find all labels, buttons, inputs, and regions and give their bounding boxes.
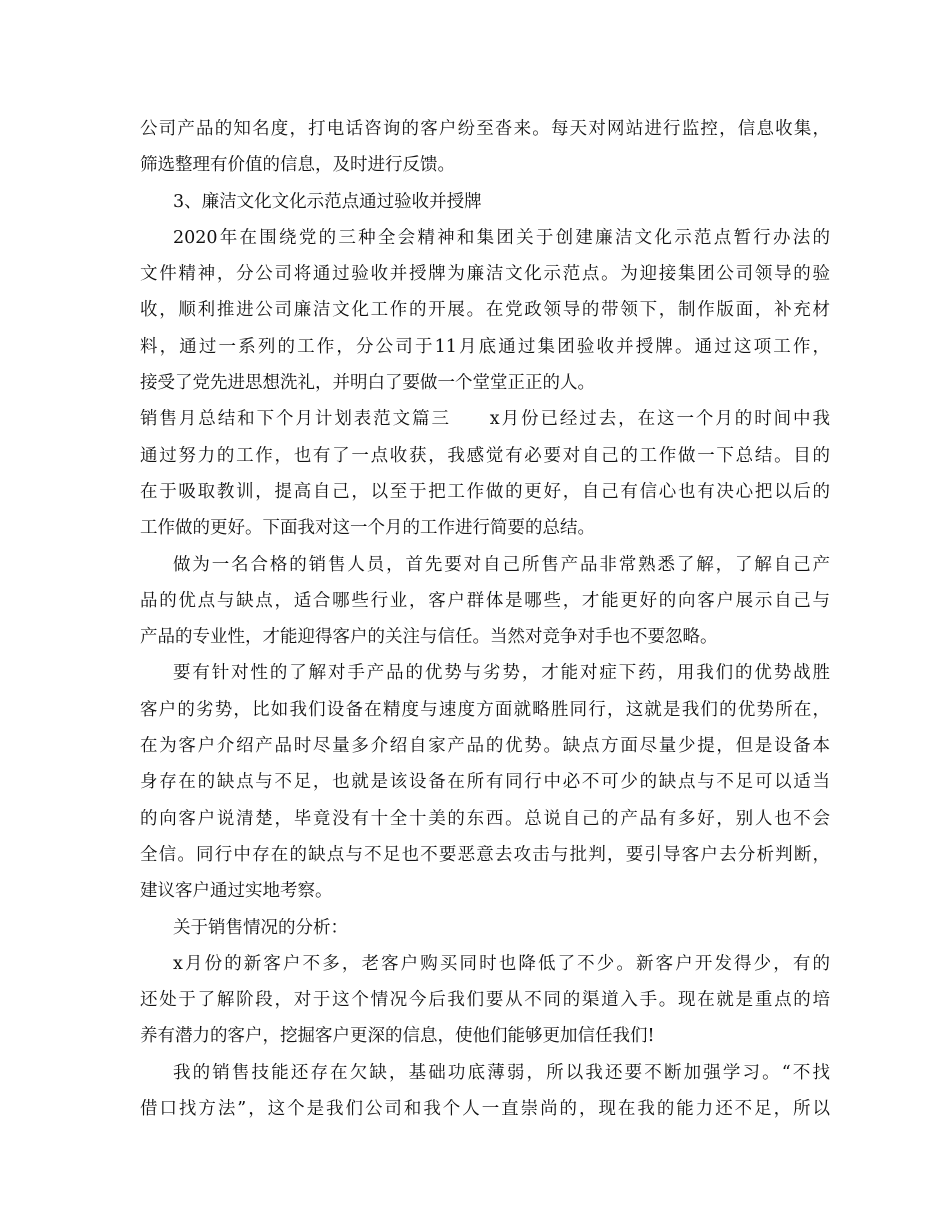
section-heading: 3、廉洁文化文化示范点通过验收并授牌 [173, 191, 482, 212]
text-line: 还处于了解阶段，对于这个情况今后我们要从不同的渠道入手。现在就是重点的培 [140, 990, 830, 1011]
text-line: 接受了党先进思想洗礼，并明白了要做一个堂堂正正的人。 [140, 373, 595, 394]
text-line: 公司产品的知名度，打电话咨询的客户纷至沓来。每天对网站进行监控，信息收集， [140, 119, 830, 139]
text-line: 借口找方法”，这个是我们公司和我个人一直崇尚的，现在我的能力还不足，所以 [140, 1099, 830, 1120]
text-line: 做为一名合格的销售人员，首先要对自己所售产品非常熟悉了解，了解自己产 [173, 554, 830, 575]
text-line: 养有潜力的客户，挖掘客户更深的信息，使他们能够更加信任我们! [140, 1026, 655, 1047]
article-title-line: 销售月总结和下个月计划表范文篇三 x月份已经过去，在这一个月的时间中我 [140, 409, 830, 430]
text-line: 筛选整理有价值的信息，及时进行反馈。 [140, 155, 455, 176]
text-line: 工作做的更好。下面我对这一个月的工作进行简要的总结。 [140, 518, 595, 539]
text-line: 客户的劣势，比如我们设备在精度与速度方面就略胜同行，这就是我们的优势所在， [140, 699, 830, 720]
text-line: 收，顺利推进公司廉洁文化工作的开展。在党政领导的带领下，制作版面，补充材 [140, 300, 830, 321]
text-line: 料，通过一系列的工作，分公司于11月底通过集团验收并授牌。通过这项工作， [140, 336, 830, 357]
document-body [140, 111, 830, 1127]
text-line: 2020年在围绕党的三种全会精神和集团关于创建廉洁文化示范点暂行办法的 [173, 227, 830, 248]
text-line: 在于吸取教训，提高自己，以至于把工作做的更好，自己有信心也有决心把以后的 [140, 481, 830, 502]
text-line: 要有针对性的了解对手产品的优势与劣势，才能对症下药，用我们的优势战胜 [173, 663, 830, 684]
text-line: 通过努力的工作，也有了一点收获，我感觉有必要对自己的工作做一下总结。目的 [140, 445, 830, 466]
text-line: 身存在的缺点与不足，也就是该设备在所有同行中必不可少的缺点与不足可以适当 [140, 772, 830, 793]
text-line: 品的优点与缺点，适合哪些行业，客户群体是哪些，才能更好的向客户展示自己与 [140, 590, 830, 611]
text-line: 全信。同行中存在的缺点与不足也不要恶意去攻击与批判，要引导客户去分析判断， [140, 844, 830, 865]
text-line: 建议客户通过实地考察。 [140, 881, 333, 902]
text-line: 文件精神，分公司将通过验收并授牌为廉洁文化示范点。为迎接集团公司领导的验 [140, 264, 830, 285]
text-line: 我的销售技能还存在欠缺，基础功底薄弱，所以我还要不断加强学习。“不找 [173, 1062, 830, 1083]
text-line: 在为客户介绍产品时尽量多介绍自家产品的优势。缺点方面尽量少提，但是设备本 [140, 736, 830, 757]
text-line: x月份的新客户不多，老客户购买同时也降低了不少。新客户开发得少，有的 [173, 953, 830, 974]
text-line: 的向客户说清楚，毕竟没有十全十美的东西。总说自己的产品有多好，别人也不会 [140, 808, 830, 829]
section-heading: 关于销售情况的分析： [173, 917, 348, 938]
text-line: 产品的专业性，才能迎得客户的关注与信任。当然对竞争对手也不要忽略。 [140, 627, 718, 648]
